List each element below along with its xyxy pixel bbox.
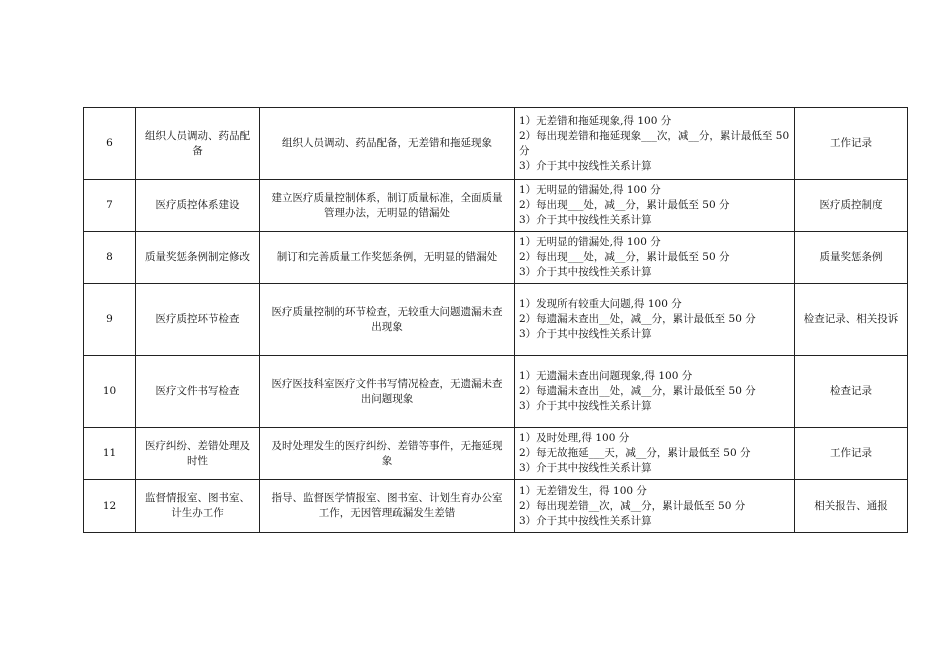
row-number: 9 bbox=[84, 284, 136, 356]
table-row bbox=[84, 284, 908, 356]
scoring-rule: 3）介于其中按线性关系计算 bbox=[519, 400, 652, 412]
assessment-item: 组织人员调动、药品配备 bbox=[136, 108, 260, 180]
scoring-rule: 1）无明显的错漏处,得 100 分 bbox=[519, 184, 661, 196]
table-row bbox=[84, 232, 908, 284]
scoring-method bbox=[515, 428, 795, 480]
scoring-rule: 2）每无故拖延___天，减__分，累计最低至 50 分 bbox=[519, 447, 751, 459]
scoring-rule: 3）介于其中按线性关系计算 bbox=[519, 462, 652, 474]
evidence-source: 质量奖惩条例 bbox=[795, 232, 908, 284]
scoring-rule: 3）介于其中按线性关系计算 bbox=[519, 514, 652, 527]
scoring-rule: 1）无差错发生，得 100 分 bbox=[519, 484, 647, 497]
row-number: 7 bbox=[84, 180, 136, 232]
scoring-rule: 2）每出现___处，减__分，累计最低至 50 分 bbox=[519, 199, 730, 211]
scoring-method bbox=[515, 480, 795, 533]
assessment-standard: 组织人员调动、药品配备，无差错和拖延现象 bbox=[260, 108, 515, 180]
assessment-standard: 建立医疗质量控制体系，制订质量标准，全面质量管理办法，无明显的错漏处 bbox=[260, 180, 515, 232]
scoring-method bbox=[515, 356, 795, 428]
assessment-standard: 指导、监督医学情报室、图书室、计划生育办公室工作，无因管理疏漏发生差错 bbox=[260, 480, 515, 533]
assessment-standard: 医疗医技科室医疗文件书写情况检查，无遗漏未查出问题现象 bbox=[260, 356, 515, 428]
row-number: 6 bbox=[84, 108, 136, 180]
scoring-rule: 3）介于其中按线性关系计算 bbox=[519, 214, 652, 226]
row-number: 12 bbox=[84, 480, 136, 533]
evidence-source: 工作记录 bbox=[795, 428, 908, 480]
evidence-source: 相关报告、通报 bbox=[795, 480, 908, 533]
scoring-rule: 1）发现所有较重大问题,得 100 分 bbox=[519, 298, 682, 310]
table-row bbox=[84, 356, 908, 428]
scoring-rule: 2）每出现___处，减__分，累计最低至 50 分 bbox=[519, 251, 730, 263]
evidence-source: 检查记录 bbox=[795, 356, 908, 428]
assessment-item: 医疗文件书写检查 bbox=[136, 356, 260, 428]
assessment-item: 医疗纠纷、差错处理及时性 bbox=[136, 428, 260, 480]
assessment-item: 监督情报室、图书室、计生办工作 bbox=[136, 480, 260, 533]
scoring-method bbox=[515, 284, 795, 356]
scoring-rule: 1）无差错和拖延现象,得 100 分 bbox=[519, 114, 672, 127]
evidence-source: 医疗质控制度 bbox=[795, 180, 908, 232]
scoring-rule: 2）每遗漏未查出__处，减__分，累计最低至 50 分 bbox=[519, 313, 756, 325]
table-row bbox=[84, 428, 908, 480]
scoring-rule: 2）每出现差错和拖延现象___次，减__分，累计最低至 50 分 bbox=[519, 129, 790, 157]
table-row bbox=[84, 108, 908, 180]
row-number: 8 bbox=[84, 232, 136, 284]
table-row bbox=[84, 180, 908, 232]
scoring-rule: 1）及时处理,得 100 分 bbox=[519, 432, 630, 444]
scoring-method bbox=[515, 108, 795, 180]
scoring-rule: 3）介于其中按线性关系计算 bbox=[519, 328, 652, 340]
assessment-standard: 及时处理发生的医疗纠纷、差错等事件，无拖延现象 bbox=[260, 428, 515, 480]
assessment-item: 医疗质控体系建设 bbox=[136, 180, 260, 232]
evidence-source: 工作记录 bbox=[795, 108, 908, 180]
scoring-rule: 2）每遗漏未查出__处，减__分，累计最低至 50 分 bbox=[519, 385, 756, 397]
scoring-method bbox=[515, 232, 795, 284]
scoring-rule: 3）介于其中按线性关系计算 bbox=[519, 266, 652, 278]
assessment-item: 医疗质控环节检查 bbox=[136, 284, 260, 356]
scoring-rule: 1）无遗漏未查出问题现象,得 100 分 bbox=[519, 370, 693, 382]
scoring-rule: 1）无明显的错漏处,得 100 分 bbox=[519, 236, 661, 248]
scoring-method bbox=[515, 180, 795, 232]
assessment-standard: 医疗质量控制的环节检查，无较重大问题遗漏未查出现象 bbox=[260, 284, 515, 356]
scoring-rule: 3）介于其中按线性关系计算 bbox=[519, 159, 652, 172]
row-number: 10 bbox=[84, 356, 136, 428]
scoring-rule: 2）每出现差错__次，减__分，累计最低至 50 分 bbox=[519, 499, 746, 512]
assessment-standard: 制订和完善质量工作奖惩条例，无明显的错漏处 bbox=[260, 232, 515, 284]
evidence-source: 检查记录、相关投诉 bbox=[795, 284, 908, 356]
table-row bbox=[84, 480, 908, 533]
assessment-item: 质量奖惩条例制定修改 bbox=[136, 232, 260, 284]
performance-assessment-table bbox=[83, 107, 908, 533]
row-number: 11 bbox=[84, 428, 136, 480]
